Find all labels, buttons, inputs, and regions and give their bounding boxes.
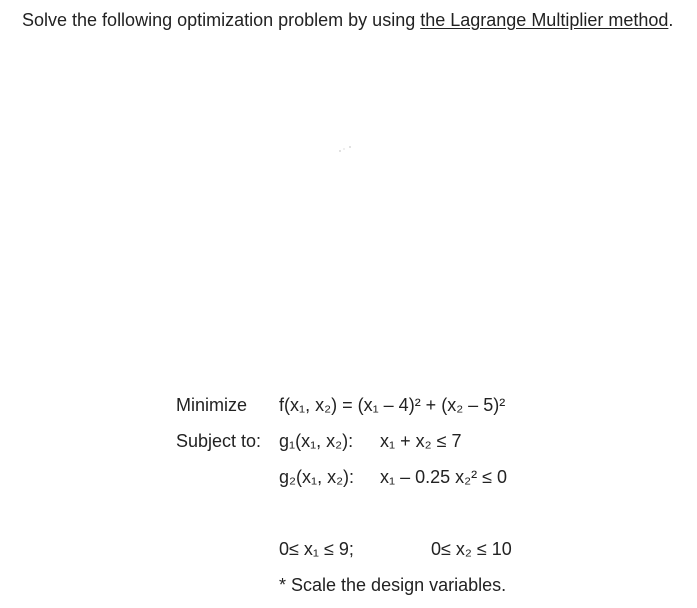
g1-name: g₁ xyxy=(279,431,296,451)
objective-func-name: f xyxy=(279,395,285,415)
minimize-label: Minimize xyxy=(176,395,248,415)
objective-vars: (x₁, x₂) xyxy=(284,395,338,415)
objective-function xyxy=(279,395,505,416)
image-artifact xyxy=(338,146,354,152)
g1-vars: (x₁, x₂): xyxy=(295,431,354,451)
constraint-g2 xyxy=(279,467,354,488)
bound-x1: 0≤ x₁ ≤ 9; xyxy=(279,539,354,559)
subject-to-label: Subject to: xyxy=(176,431,262,451)
constraint-g2-expression: x₁ – 0.25 x₂² ≤ 0 xyxy=(380,467,507,487)
problem-instructions xyxy=(22,8,682,33)
g2-name: g₂ xyxy=(279,467,296,487)
constraint-g1 xyxy=(279,431,353,452)
instruction-period: . xyxy=(668,10,674,30)
lagrange-method-link: the Lagrange Multiplier method xyxy=(420,10,669,30)
g2-vars: (x₁, x₂): xyxy=(296,467,355,487)
instruction-text: Solve the following optimization problem by using xyxy=(22,10,421,30)
scaling-note: * Scale the design variables. xyxy=(279,575,507,595)
objective-rhs: = (x₁ – 4)² + (x₂ – 5)² xyxy=(342,395,506,415)
bound-x2: 0≤ x₂ ≤ 10 xyxy=(431,539,512,559)
constraint-g1-expression: x₁ + x₂ ≤ 7 xyxy=(380,431,462,451)
